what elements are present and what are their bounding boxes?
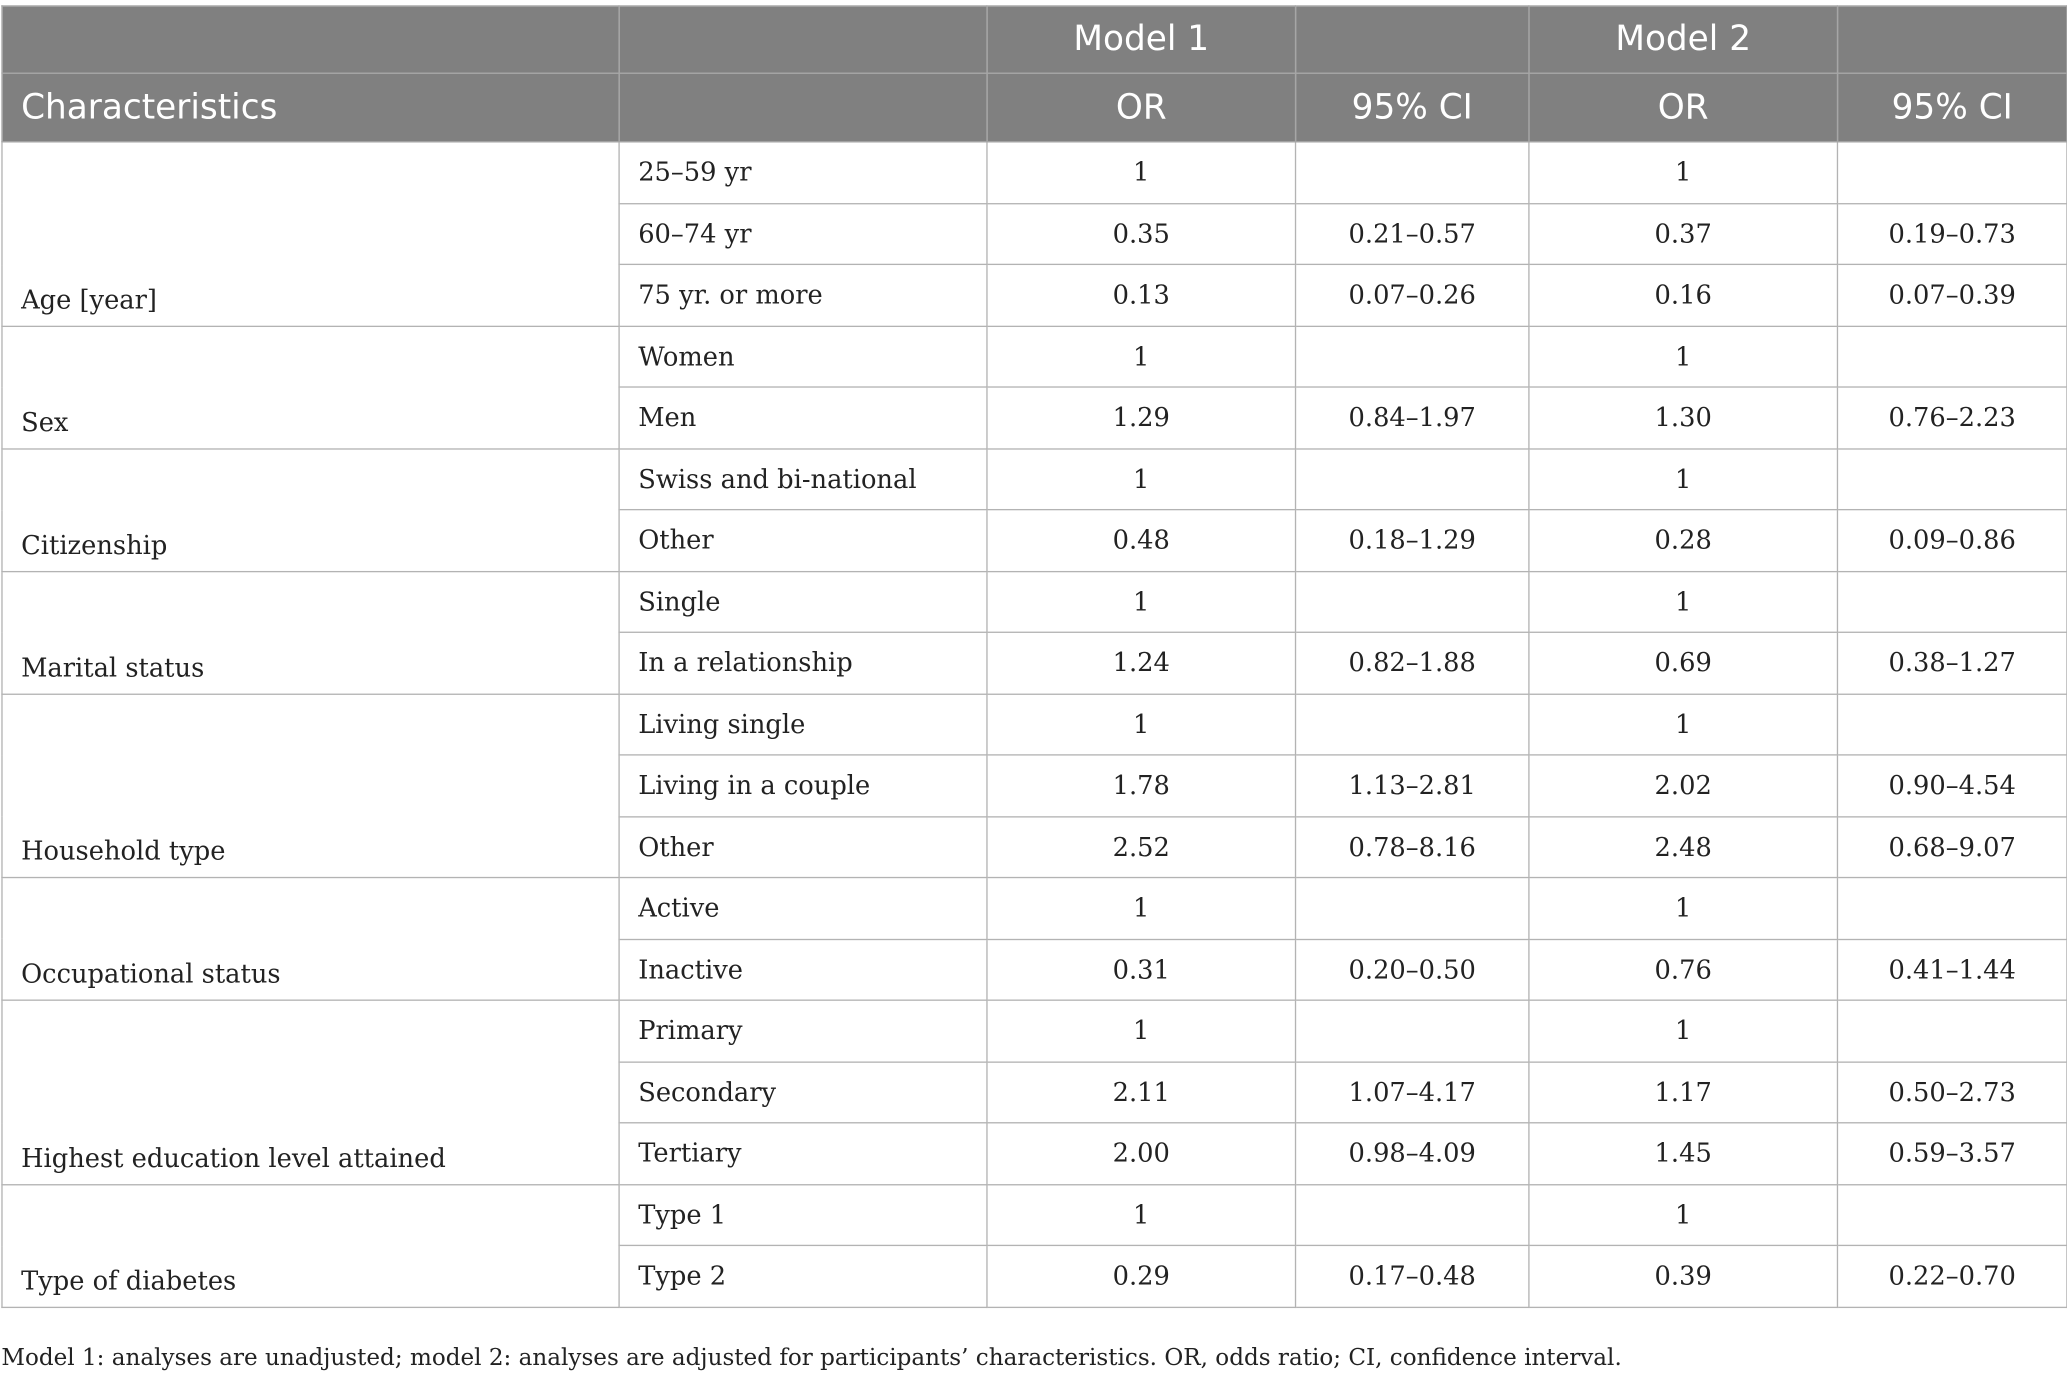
or-model1-cell: 1.78 <box>987 755 1296 816</box>
or-model2-cell: 1 <box>1529 1184 1838 1245</box>
header-model1: Model 1 <box>987 6 1296 73</box>
or-model2-cell: 1.45 <box>1529 1123 1838 1184</box>
characteristic-label: Age [year] <box>2 142 619 326</box>
ci-model2-cell: 0.41–1.44 <box>1837 939 2066 1000</box>
characteristic-label: Household type <box>2 694 619 878</box>
header-blank-cell <box>1837 6 2066 73</box>
header-or-model2: OR <box>1529 73 1838 142</box>
or-model1-cell: 1 <box>987 571 1296 632</box>
or-model1-cell: 0.13 <box>987 264 1296 325</box>
ci-model2-cell <box>1837 142 2066 203</box>
ci-model1-cell: 1.07–4.17 <box>1296 1061 1529 1122</box>
table-row <box>2 326 2067 387</box>
ci-model2-cell: 0.07–0.39 <box>1837 264 2066 325</box>
level-label: In a relationship <box>619 632 987 693</box>
or-model1-cell: 1 <box>987 1184 1296 1245</box>
or-model1-cell: 1 <box>987 326 1296 387</box>
or-model2-cell: 0.39 <box>1529 1245 1838 1306</box>
level-label: Tertiary <box>619 1123 987 1184</box>
or-model2-cell: 2.48 <box>1529 816 1838 877</box>
or-model2-cell: 1 <box>1529 878 1838 939</box>
or-model1-cell: 2.11 <box>987 1061 1296 1122</box>
header-blank-cell <box>1296 6 1529 73</box>
table-row <box>2 1184 2067 1245</box>
level-label: Women <box>619 326 987 387</box>
characteristic-label: Citizenship <box>2 448 619 571</box>
ci-model2-cell <box>1837 326 2066 387</box>
table-row <box>2 448 2067 509</box>
ci-model1-cell: 0.21–0.57 <box>1296 203 1529 264</box>
characteristic-label: Occupational status <box>2 878 619 1001</box>
or-model1-cell: 1.29 <box>987 387 1296 448</box>
table-container <box>0 5 2067 1370</box>
table-row <box>2 142 2067 203</box>
or-model2-cell: 0.37 <box>1529 203 1838 264</box>
ci-model1-cell: 0.82–1.88 <box>1296 632 1529 693</box>
ci-model2-cell: 0.76–2.23 <box>1837 387 2066 448</box>
header-blank-cell <box>619 73 987 142</box>
characteristic-label: Sex <box>2 326 619 449</box>
or-model2-cell: 1 <box>1529 571 1838 632</box>
level-label: Other <box>619 816 987 877</box>
ci-model1-cell <box>1296 448 1529 509</box>
or-model1-cell: 1 <box>987 694 1296 755</box>
table-row <box>2 694 2067 755</box>
ci-model2-cell: 0.09–0.86 <box>1837 510 2066 571</box>
or-model1-cell: 0.31 <box>987 939 1296 1000</box>
characteristic-label: Highest education level attained <box>2 1000 619 1184</box>
ci-model1-cell: 0.78–8.16 <box>1296 816 1529 877</box>
ci-model1-cell <box>1296 326 1529 387</box>
or-model1-cell: 2.00 <box>987 1123 1296 1184</box>
or-model2-cell: 1 <box>1529 326 1838 387</box>
header-characteristics: Characteristics <box>2 73 619 142</box>
ci-model1-cell: 0.18–1.29 <box>1296 510 1529 571</box>
or-model2-cell: 1 <box>1529 448 1838 509</box>
ci-model2-cell <box>1837 1000 2066 1061</box>
ci-model2-cell: 0.50–2.73 <box>1837 1061 2066 1122</box>
level-label: Men <box>619 387 987 448</box>
table-header <box>2 6 2067 142</box>
ci-model1-cell: 0.17–0.48 <box>1296 1245 1529 1306</box>
level-label: Primary <box>619 1000 987 1061</box>
header-ci-model1: 95% CI <box>1296 73 1529 142</box>
or-model1-cell: 1 <box>987 878 1296 939</box>
header-model2: Model 2 <box>1529 6 1838 73</box>
level-label: Living in a couple <box>619 755 987 816</box>
ci-model2-cell <box>1837 878 2066 939</box>
table-footnote: Model 1: analyses are unadjusted; model 2: analyses are adjusted for participants’ characteristics. OR, odds ratio; CI, confidence interval. <box>1 1344 1622 1371</box>
or-model2-cell: 1 <box>1529 142 1838 203</box>
or-model2-cell: 0.69 <box>1529 632 1838 693</box>
table-row <box>2 571 2067 632</box>
or-model1-cell: 0.48 <box>987 510 1296 571</box>
level-label: Type 2 <box>619 1245 987 1306</box>
or-model1-cell: 1 <box>987 448 1296 509</box>
or-model2-cell: 1 <box>1529 1000 1838 1061</box>
ci-model2-cell <box>1837 448 2066 509</box>
level-label: 60–74 yr <box>619 203 987 264</box>
or-model2-cell: 1.30 <box>1529 387 1838 448</box>
or-model2-cell: 0.76 <box>1529 939 1838 1000</box>
level-label: Other <box>619 510 987 571</box>
characteristic-label: Marital status <box>2 571 619 694</box>
ci-model2-cell: 0.19–0.73 <box>1837 203 2066 264</box>
level-label: Living single <box>619 694 987 755</box>
ci-model2-cell: 0.38–1.27 <box>1837 632 2066 693</box>
ci-model2-cell <box>1837 694 2066 755</box>
or-model1-cell: 0.35 <box>987 203 1296 264</box>
results-table <box>1 5 2067 1307</box>
or-model2-cell: 1.17 <box>1529 1061 1838 1122</box>
or-model1-cell: 1.24 <box>987 632 1296 693</box>
ci-model1-cell <box>1296 1000 1529 1061</box>
level-label: Single <box>619 571 987 632</box>
level-label: Active <box>619 878 987 939</box>
or-model1-cell: 0.29 <box>987 1245 1296 1306</box>
or-model2-cell: 0.16 <box>1529 264 1838 325</box>
ci-model2-cell: 0.59–3.57 <box>1837 1123 2066 1184</box>
ci-model2-cell: 0.22–0.70 <box>1837 1245 2066 1306</box>
level-label: 75 yr. or more <box>619 264 987 325</box>
ci-model1-cell <box>1296 1184 1529 1245</box>
level-label: Type 1 <box>619 1184 987 1245</box>
ci-model2-cell <box>1837 571 2066 632</box>
or-model2-cell: 1 <box>1529 694 1838 755</box>
or-model1-cell: 1 <box>987 142 1296 203</box>
ci-model1-cell <box>1296 878 1529 939</box>
header-ci-model2: 95% CI <box>1837 73 2066 142</box>
header-or-model1: OR <box>987 73 1296 142</box>
ci-model1-cell: 0.20–0.50 <box>1296 939 1529 1000</box>
characteristic-label: Type of diabetes <box>2 1184 619 1307</box>
header-blank-cell <box>2 6 619 73</box>
table-row <box>2 1000 2067 1061</box>
ci-model2-cell: 0.90–4.54 <box>1837 755 2066 816</box>
level-label: Secondary <box>619 1061 987 1122</box>
level-label: 25–59 yr <box>619 142 987 203</box>
ci-model1-cell: 0.84–1.97 <box>1296 387 1529 448</box>
table-body <box>2 142 2067 1307</box>
ci-model1-cell: 0.98–4.09 <box>1296 1123 1529 1184</box>
table-row <box>2 878 2067 939</box>
ci-model1-cell <box>1296 571 1529 632</box>
ci-model1-cell <box>1296 142 1529 203</box>
header-row-columns <box>2 73 2067 142</box>
ci-model1-cell <box>1296 694 1529 755</box>
or-model2-cell: 0.28 <box>1529 510 1838 571</box>
ci-model2-cell: 0.68–9.07 <box>1837 816 2066 877</box>
level-label: Swiss and bi-national <box>619 448 987 509</box>
or-model2-cell: 2.02 <box>1529 755 1838 816</box>
header-row-models <box>2 6 2067 73</box>
ci-model1-cell: 1.13–2.81 <box>1296 755 1529 816</box>
or-model1-cell: 2.52 <box>987 816 1296 877</box>
ci-model1-cell: 0.07–0.26 <box>1296 264 1529 325</box>
level-label: Inactive <box>619 939 987 1000</box>
header-blank-cell <box>619 6 987 73</box>
ci-model2-cell <box>1837 1184 2066 1245</box>
or-model1-cell: 1 <box>987 1000 1296 1061</box>
